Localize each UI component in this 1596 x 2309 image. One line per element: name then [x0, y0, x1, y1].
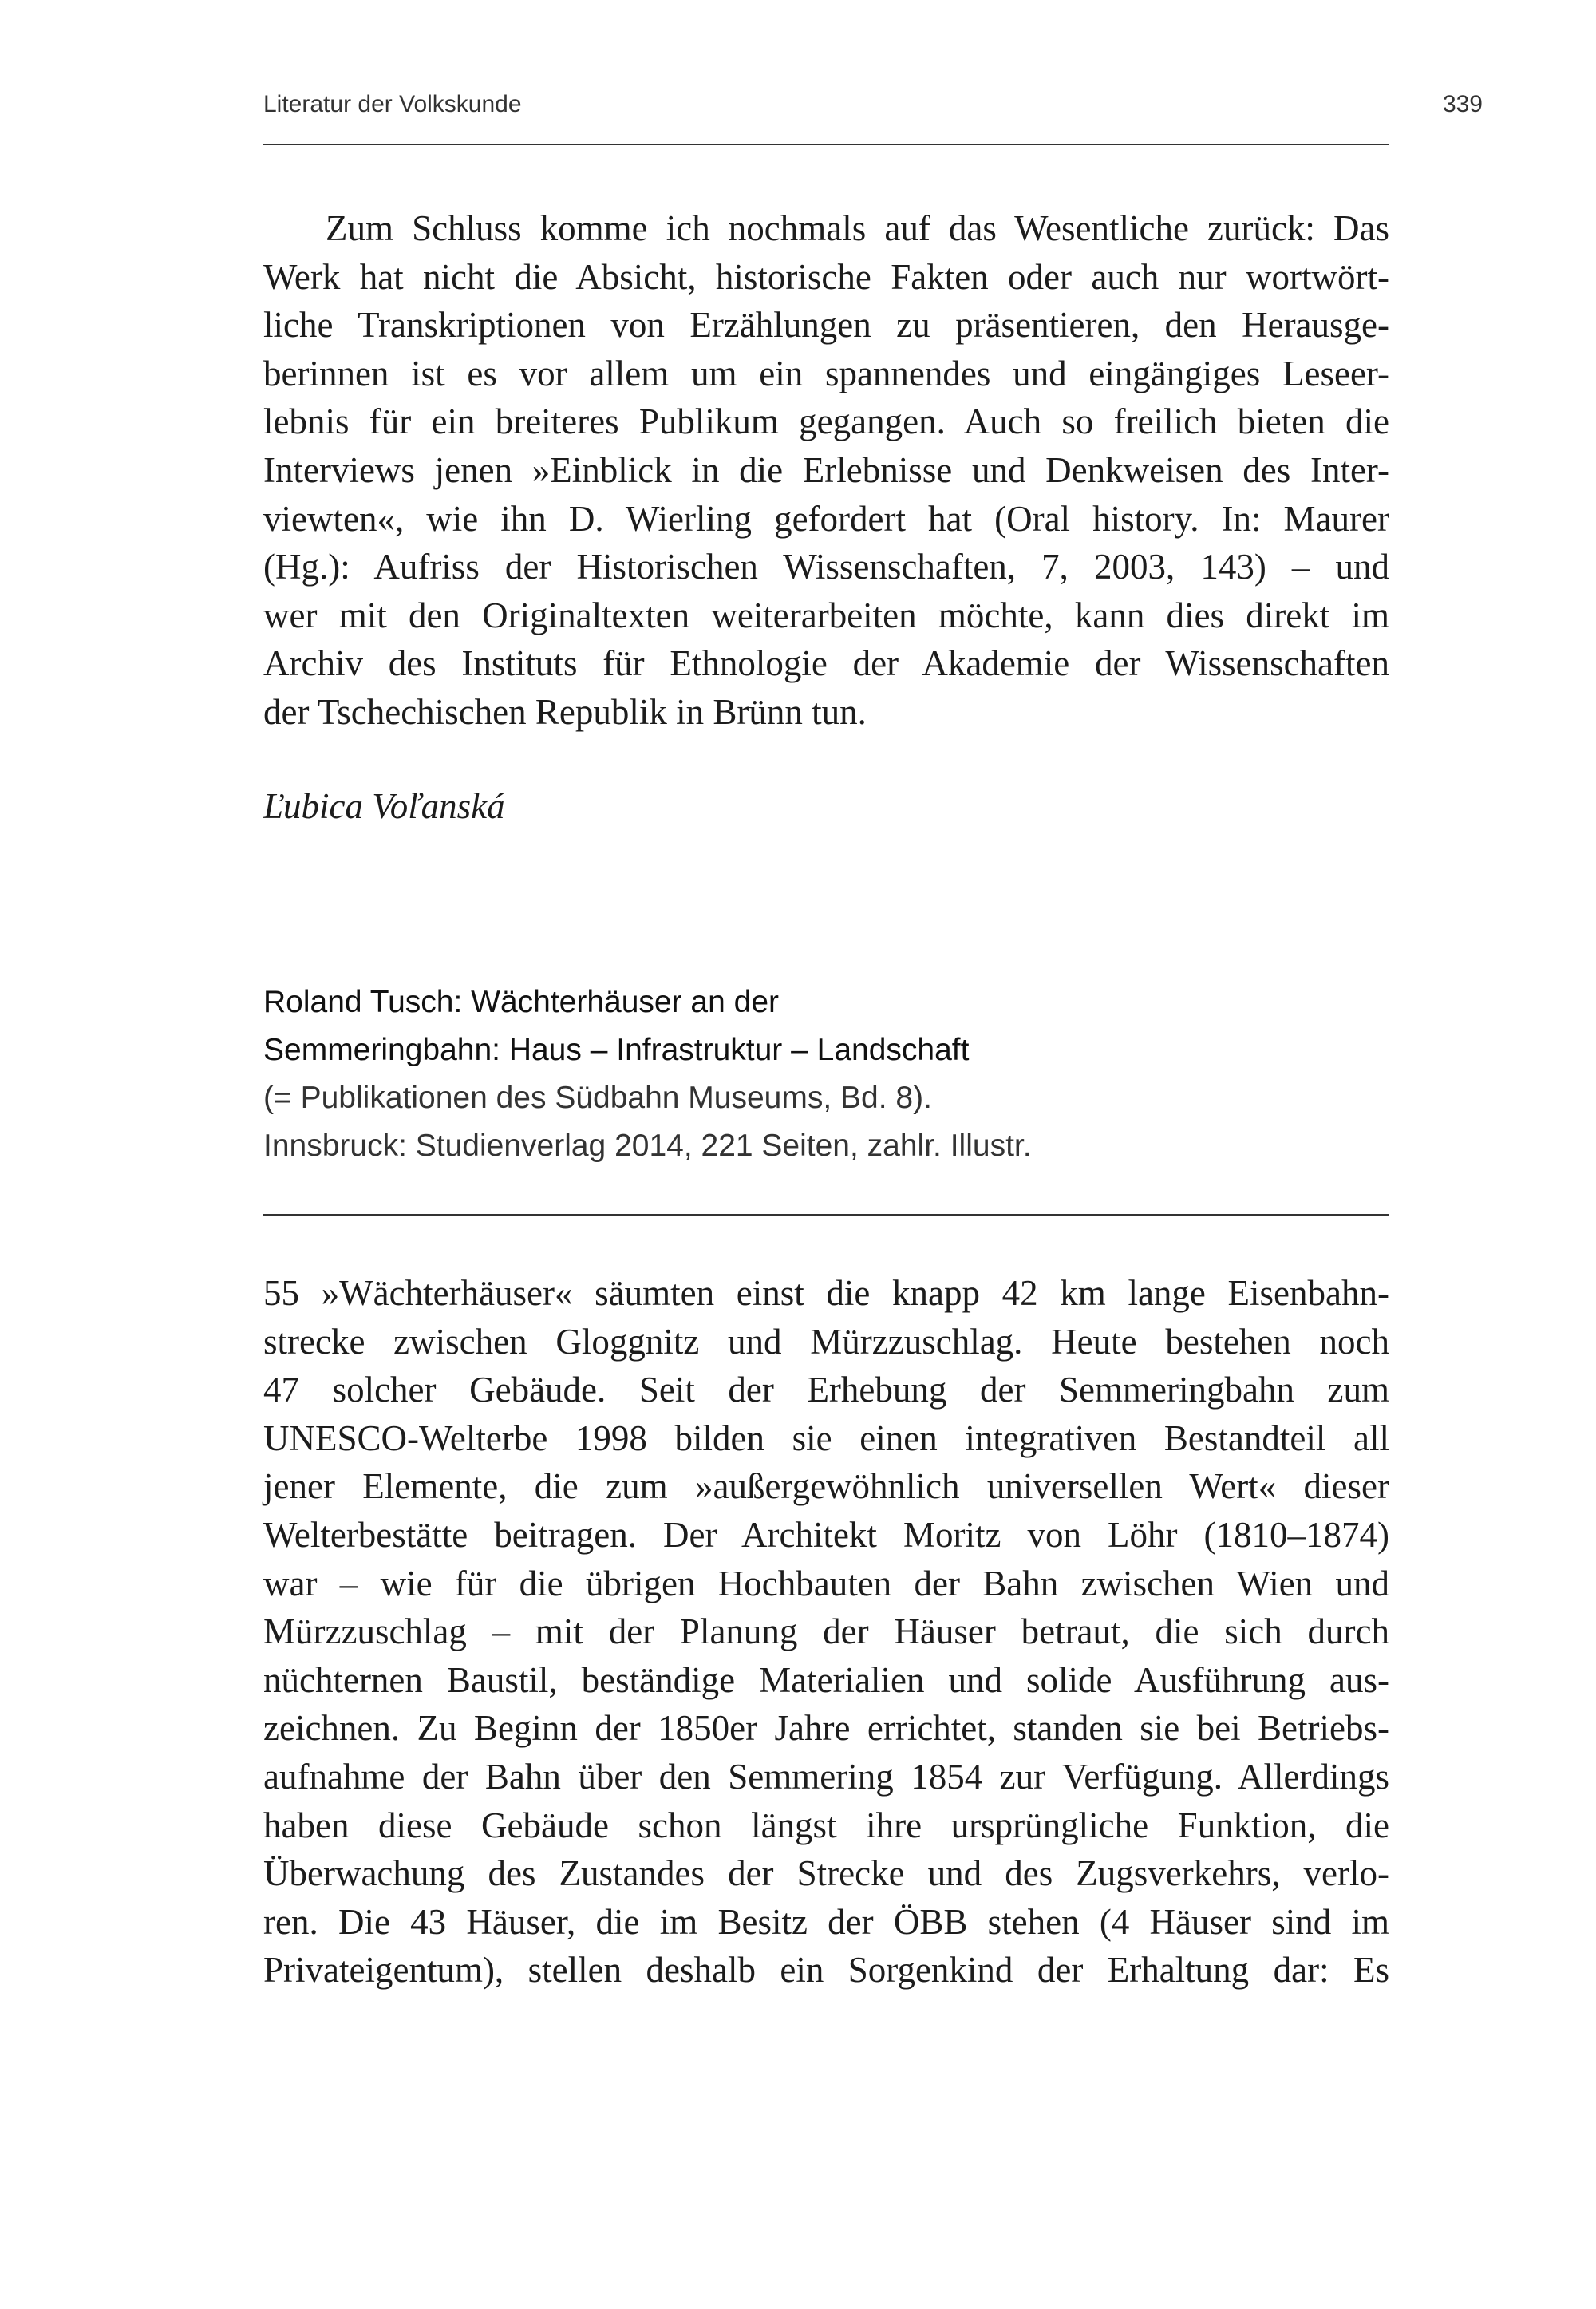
text-line: UNESCO-Welterbe 1998 bilden sie einen integrativen Bestandteil all	[263, 1417, 1389, 1458]
text-line: viewten«, wie ihn D. Wierling gefordert hat (Oral history. In: Maurer	[263, 498, 1389, 539]
text-line: Überwachung des Zustandes der Strecke und des Zugsverkehrs, verlo-	[263, 1853, 1389, 1894]
text-line: liche Transkriptionen von Erzählungen zu präsentieren, den Herausge-	[263, 305, 1389, 346]
book-imprint: Innsbruck: Studienverlag 2014, 221 Seiten, zahlr. Illustr.	[263, 1129, 1032, 1163]
text-line: Zum Schluss komme ich nochmals auf das Wesentliche zurück: Das	[326, 208, 1389, 248]
text-line: aufnahme der Bahn über den Semmering 1854 zur Verfügung. Allerdings	[263, 1756, 1389, 1797]
header-rule	[263, 144, 1389, 145]
text-line: haben diese Gebäude schon längst ihre ursprüngliche Funktion, die	[263, 1805, 1389, 1845]
text-line: Archiv des Instituts für Ethnologie der Akademie der Wissenschaften	[263, 643, 1389, 684]
text-line: Mürzzuschlag – mit der Planung der Häuser betraut, die sich durch	[263, 1611, 1389, 1652]
review-author: Ľubica Voľanská	[263, 786, 505, 826]
text-line: jener Elemente, die zum »außergewöhnlich universellen Wert« dieser	[263, 1466, 1389, 1507]
book-series: (= Publikationen des Südbahn Museums, Bd. 8).	[263, 1081, 932, 1115]
reference-rule	[263, 1214, 1389, 1216]
review-closing-paragraph	[263, 204, 1389, 737]
text-line: 55 »Wächterhäuser« säumten einst die knapp 42 km lange Eisenbahn-	[263, 1273, 1389, 1313]
running-title: Literatur der Volkskunde	[263, 91, 522, 117]
page-number: 339	[1442, 91, 1483, 117]
text-line: Privateigentum), stellen deshalb ein Sorgenkind der Erhaltung dar: Es	[263, 1950, 1389, 1991]
book-title-line-2: Semmeringbahn: Haus – Infrastruktur – Landschaft	[263, 1033, 970, 1067]
text-line: strecke zwischen Gloggnitz und Mürzzuschlag. Heute bestehen noch	[263, 1321, 1389, 1362]
text-line: Interviews jenen »Einblick in die Erlebnisse und Denkweisen des Inter-	[263, 449, 1389, 490]
text-line: Welterbestätte beitragen. Der Architekt Moritz von Löhr (1810–1874)	[263, 1514, 1389, 1555]
text-line: der Tschechischen Republik in Brünn tun.	[263, 691, 867, 732]
text-line: ren. Die 43 Häuser, die im Besitz der ÖBB stehen (4 Häuser sind im	[263, 1901, 1389, 1942]
text-line: wer mit den Originaltexten weiterarbeiten möchte, kann dies direkt im	[263, 595, 1389, 635]
text-line: lebnis für ein breiteres Publikum gegangen. Auch so freilich bieten die	[263, 401, 1389, 442]
text-line: nüchternen Baustil, beständige Materialien und solide Ausführung aus-	[263, 1659, 1389, 1700]
text-line: berinnen ist es vor allem um ein spannendes und eingängiges Leseer-	[263, 353, 1389, 393]
text-line: Werk hat nicht die Absicht, historische Fakten oder auch nur wortwört-	[263, 256, 1389, 297]
book-reference	[263, 979, 1032, 1170]
text-line: (Hg.): Aufriss der Historischen Wissenschaften, 7, 2003, 143) – und	[263, 547, 1389, 587]
book-title-line-1: Roland Tusch: Wächterhäuser an der	[263, 985, 780, 1019]
text-line: war – wie für die übrigen Hochbauten der Bahn zwischen Wien und	[263, 1563, 1389, 1603]
review-body-paragraph	[263, 1269, 1389, 1995]
text-line: 47 solcher Gebäude. Seit der Erhebung der Semmeringbahn zum	[263, 1370, 1389, 1410]
text-line: zeichnen. Zu Beginn der 1850er Jahre errichtet, standen sie bei Betriebs-	[263, 1708, 1389, 1749]
